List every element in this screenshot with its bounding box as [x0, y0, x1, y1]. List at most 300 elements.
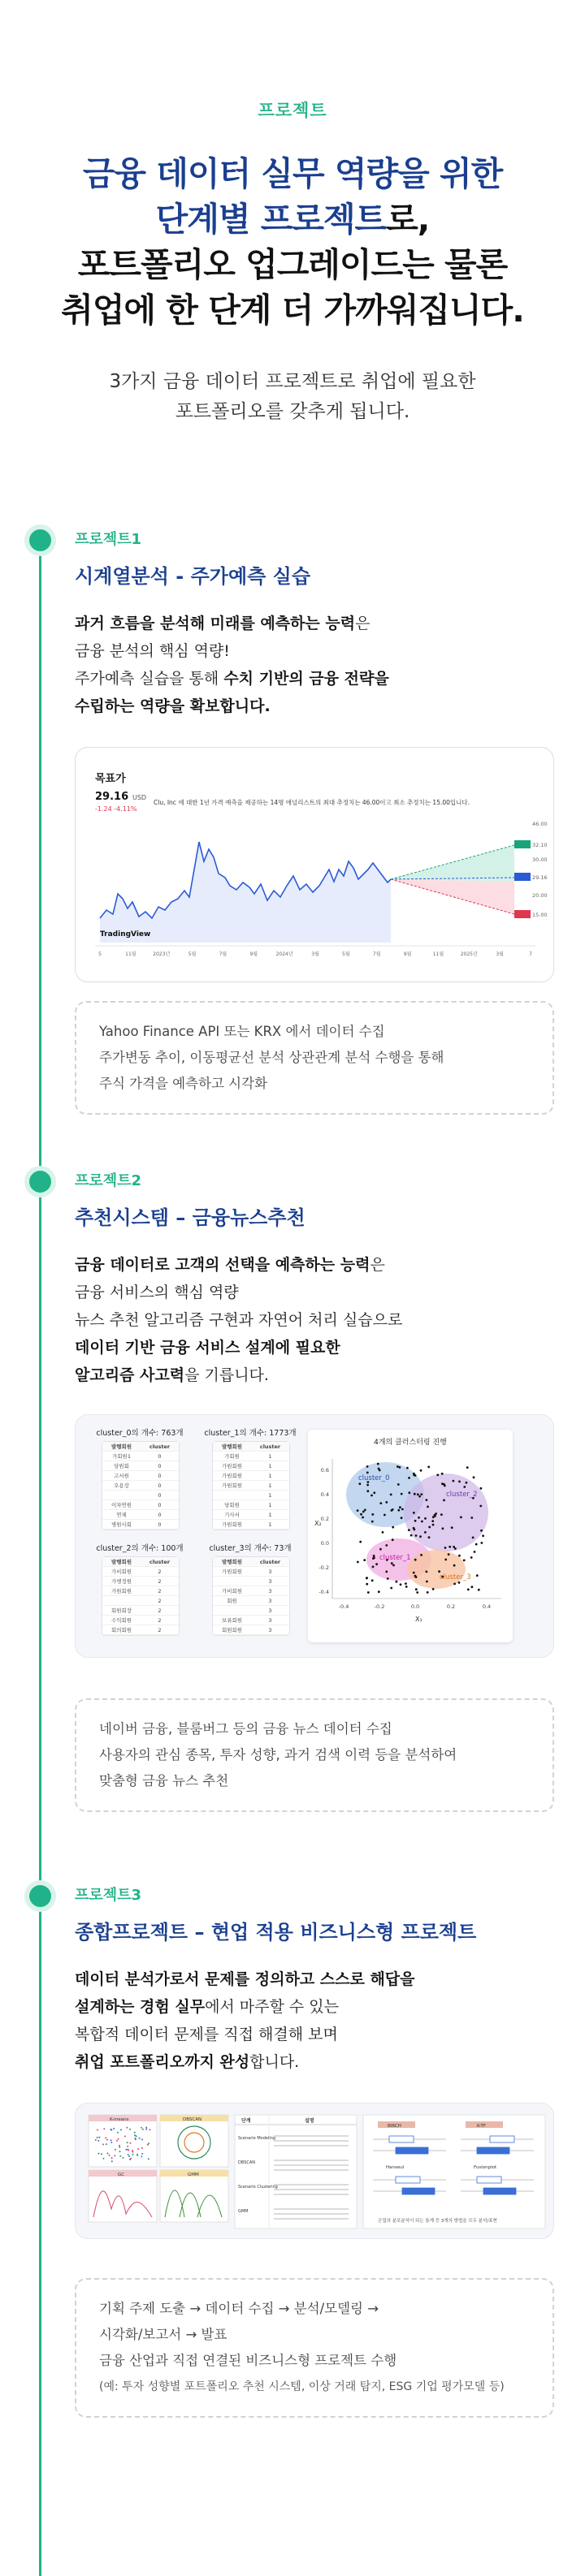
headline-line-2	[0, 196, 585, 242]
forecast-lower-band	[391, 879, 514, 914]
panel-dot	[141, 2155, 142, 2157]
scatter-point	[458, 1555, 461, 1557]
panel-dot	[148, 2158, 150, 2160]
panel-dot	[102, 2143, 104, 2145]
scatter-point	[378, 1590, 380, 1593]
cluster-table-row	[102, 1616, 179, 1625]
section-kicker: 프로젝트	[258, 101, 327, 120]
stock-forecast-chart-card	[75, 747, 554, 982]
panel-dot	[97, 2129, 98, 2131]
scatter-point	[396, 1581, 398, 1583]
project2-description	[75, 1251, 554, 1389]
project1-label: 프로젝트1	[75, 531, 142, 548]
cluster-table-title: cluster_3의 개수: 73개	[209, 1544, 292, 1553]
cluster-table-title: cluster_0의 개수: 763개	[96, 1429, 184, 1438]
cluster-table-cell: cluster	[259, 1559, 281, 1565]
scatter-point	[474, 1551, 476, 1553]
panel-dot	[110, 2142, 112, 2143]
scatter-point	[359, 1541, 362, 1543]
panel-dot	[119, 2147, 120, 2148]
cluster-table-row	[102, 1577, 179, 1586]
panel-dot	[132, 2150, 133, 2151]
subheadline	[0, 367, 585, 427]
scatter-point	[370, 1495, 373, 1497]
cluster-table-cell: 3	[268, 1588, 272, 1594]
chart-price-unit: USD	[132, 794, 147, 801]
panel-dot	[139, 2138, 141, 2139]
panel-dot	[98, 2153, 100, 2155]
project2-desc-2: 금융 서비스의 핵심 역량	[75, 1284, 239, 1301]
scatter-point	[424, 1517, 427, 1520]
boxplot-title-1: BIRCH	[388, 2124, 401, 2129]
cluster-table-row	[213, 1577, 289, 1586]
panel-dot	[130, 2142, 132, 2144]
scatter-point	[471, 1586, 474, 1588]
cluster-table	[212, 1441, 290, 1530]
scatter-y-ticks	[318, 1467, 329, 1595]
panel-dot	[128, 2154, 129, 2155]
cluster-scatter-panel	[308, 1430, 513, 1642]
cluster-0-label: cluster_0	[358, 1474, 390, 1482]
timeline-dot-2	[29, 1171, 51, 1193]
scatter-point	[431, 1520, 434, 1522]
project1-desc-1b: 은	[355, 615, 370, 632]
project3-desc-1: 데이터 분석가로서 문제를 정의하고 스스로 해답을	[75, 1970, 415, 1988]
scatter-point	[470, 1517, 473, 1519]
panel-dot	[115, 2149, 116, 2151]
scatter-point	[392, 1538, 394, 1541]
scatter-point	[453, 1564, 456, 1567]
project3-desc-2b: 에서 마주할 수 있는	[205, 1998, 340, 2016]
panel-dot	[129, 2129, 131, 2130]
boxplot-box	[389, 2136, 414, 2142]
scatter-point	[426, 1499, 428, 1501]
cluster-table-cell: 오용장	[114, 1482, 129, 1489]
cluster-table-row	[102, 1596, 179, 1606]
scatter-point	[392, 1526, 394, 1529]
cluster-1-label: cluster_1	[379, 1554, 411, 1562]
cluster-table-cell: 0	[158, 1492, 162, 1499]
scatter-point	[451, 1526, 453, 1529]
cluster-table-cell: 회의회원	[110, 1627, 132, 1633]
cluster-table-cell: 2	[158, 1598, 162, 1604]
cluster-table-header	[213, 1557, 289, 1567]
cluster-table-cell: cluster	[259, 1443, 281, 1450]
right-axis-labels	[532, 821, 548, 918]
intro-header	[0, 0, 585, 427]
cluster-table-row	[213, 1491, 289, 1500]
cluster-table-cell: 0	[158, 1512, 162, 1518]
cluster-table-cell: 발행회원	[110, 1559, 132, 1565]
scatter-point	[413, 1512, 415, 1514]
cluster-table-cell: 1	[268, 1463, 272, 1469]
scatter-point	[438, 1570, 440, 1573]
method-table	[235, 2115, 357, 2229]
scatter-point	[385, 1571, 388, 1573]
panel-gc-title: GC	[118, 2173, 125, 2177]
headline	[0, 151, 585, 333]
cluster-table-row	[102, 1491, 179, 1500]
scatter-point	[414, 1520, 417, 1522]
x-tick-label: 7월	[372, 951, 381, 957]
cluster-table-cell	[102, 1491, 141, 1499]
cluster-scatter-plot	[308, 1448, 513, 1642]
x-tick-label: 5월	[188, 951, 197, 957]
scatter-y-label: X₂	[314, 1520, 322, 1527]
label-tag-high	[514, 840, 531, 848]
x-tick-label: 5	[98, 951, 102, 957]
cluster-table-cell: 발행회원	[110, 1443, 132, 1450]
panel-dot	[127, 2146, 128, 2147]
panel-gmm-title: GMM	[188, 2173, 199, 2177]
panel-dot	[114, 2155, 115, 2156]
scatter-point	[387, 1577, 389, 1580]
subheadline-line-2: 포트폴리오를 갖추게 됩니다.	[175, 401, 410, 422]
project3-title: 종합프로젝트 – 현업 적용 비즈니스형 프로젝트	[75, 1921, 477, 1944]
cluster-table-cell: 1	[268, 1512, 272, 1518]
cluster-table-cell: 가원회원	[221, 1482, 243, 1489]
scatter-point	[476, 1574, 479, 1577]
cluster-table-cell: 이차연원	[110, 1502, 132, 1508]
cluster-table-title: cluster_1의 개수: 1773개	[204, 1429, 297, 1438]
cluster-table	[212, 1556, 290, 1636]
scatter-y-tick: -0.2	[318, 1564, 329, 1571]
cluster-table-row	[213, 1520, 289, 1530]
scatter-point	[435, 1512, 437, 1515]
panel-dot	[103, 2128, 105, 2129]
timeline-dot-1	[29, 529, 51, 551]
scatter-y-tick: 0.2	[320, 1516, 329, 1522]
right-label-4: 29.16	[532, 874, 548, 881]
panel-dot	[116, 2140, 118, 2142]
scatter-point	[482, 1534, 484, 1537]
cluster-table-row	[102, 1452, 179, 1461]
scatter-point	[377, 1463, 379, 1465]
scatter-point	[416, 1591, 418, 1594]
scatter-x-tick: -0.4	[338, 1603, 349, 1610]
scatter-point	[417, 1493, 419, 1495]
project2-label: 프로젝트2	[75, 1172, 142, 1189]
boxplot-caption: 군집의 분포분석이 되는 통계 등 3개의 방법을 모두 분석/표현	[378, 2219, 497, 2224]
cluster-table-cell: 1	[268, 1473, 272, 1479]
scatter-point	[413, 1474, 415, 1476]
scatter-y-tick: 0.4	[320, 1491, 329, 1498]
scatter-point	[414, 1493, 416, 1495]
scatter-point	[443, 1499, 445, 1502]
scatter-point	[399, 1506, 401, 1508]
scatter-point	[440, 1513, 443, 1516]
panel-dot	[141, 2147, 143, 2149]
right-label-6: 15.00	[532, 912, 548, 918]
scatter-point	[366, 1484, 369, 1486]
panel-dot	[109, 2155, 110, 2156]
headline-line-3: 포트폴리오 업그레이드는 물론	[77, 245, 508, 284]
cluster-table-cell: 고서원	[114, 1473, 129, 1479]
scatter-point	[400, 1583, 402, 1586]
scatter-point	[390, 1587, 392, 1590]
scatter-point	[401, 1493, 403, 1495]
cluster-table-cell: 발행회원	[221, 1559, 243, 1565]
scatter-point	[406, 1467, 409, 1469]
scatter-point	[392, 1564, 395, 1567]
boxplot-box	[483, 2188, 516, 2194]
cluster-table-cell: 당원회	[114, 1463, 129, 1469]
cluster-table-cell: 0	[158, 1453, 162, 1460]
scatter-point	[427, 1591, 429, 1594]
project1-desc-2: 금융 분석의 핵심 역량!	[75, 642, 230, 660]
cluster-table-cell: 1	[268, 1482, 272, 1489]
scatter-point	[414, 1559, 417, 1561]
scatter-point	[420, 1493, 422, 1495]
cluster-table-row	[102, 1586, 179, 1596]
tradingview-logo: TradingView	[100, 930, 151, 938]
project1-note-2: 주가변동 추이, 이동평균선 분석 상관관계 분석 수행을 통해	[99, 1050, 444, 1065]
cluster-table-row	[102, 1500, 179, 1510]
panel-dot	[127, 2142, 128, 2143]
scatter-point	[414, 1575, 417, 1577]
scatter-point	[420, 1469, 422, 1472]
scatter-point	[410, 1534, 413, 1537]
x-tick-label: 5월	[342, 951, 350, 957]
scatter-x-tick: 0.2	[446, 1603, 456, 1610]
scatter-y-tick: 0.0	[320, 1540, 329, 1547]
x-tick-label: 3월	[496, 951, 504, 957]
scatter-point	[366, 1583, 368, 1586]
scatter-point	[444, 1547, 447, 1549]
scatter-point	[366, 1465, 369, 1468]
scatter-point	[466, 1466, 469, 1469]
cluster-table-row	[102, 1481, 179, 1491]
boxplot-box	[490, 2136, 514, 2142]
panel-dot	[134, 2132, 136, 2134]
project3-note	[75, 2278, 554, 2418]
timeline-line	[39, 537, 41, 2576]
scatter-point	[473, 1476, 475, 1478]
cluster-table-cell: 가원회원	[221, 1568, 243, 1575]
scatter-point	[371, 1521, 374, 1523]
scatter-point	[397, 1509, 400, 1512]
panel-dot	[123, 2157, 124, 2159]
scatter-point	[481, 1542, 483, 1544]
business-project-visual	[76, 2104, 554, 2239]
x-tick-label: 2025년	[460, 951, 478, 957]
scatter-point	[427, 1466, 430, 1469]
x-tick-label: 7월	[219, 951, 228, 957]
project1-note-1: Yahoo Finance API 또는 KRX 에서 데이터 수집	[99, 1024, 385, 1039]
right-label-2: 32.10	[532, 842, 548, 848]
panel-dot	[142, 2129, 144, 2130]
scatter-point	[372, 1566, 375, 1568]
project3-desc-4a: 취업 포트폴리오까지 완성	[75, 2053, 250, 2071]
scatter-point	[357, 1561, 359, 1564]
method-row-3: Scenario Clustering	[238, 2185, 278, 2190]
panel-dot	[98, 2140, 99, 2142]
scatter-point	[408, 1491, 410, 1494]
cluster-table-cell: 0	[158, 1463, 162, 1469]
cluster-table-row	[102, 1461, 179, 1471]
scatter-point	[480, 1530, 483, 1532]
project1-desc-3b: 수치 기반의 금융 전략을	[223, 670, 389, 688]
project2-note-1: 네이버 금융, 블룸버그 등의 금융 뉴스 데이터 수집	[99, 1721, 392, 1737]
x-tick-label: 7	[529, 951, 532, 957]
method-row-4: GMM	[238, 2209, 249, 2214]
panel-dot	[110, 2129, 112, 2130]
panel-dot	[129, 2159, 131, 2160]
recommendation-visual-card	[75, 1414, 554, 1658]
cluster-table-cell: 가행정원	[110, 1578, 132, 1585]
scatter-point	[363, 1559, 366, 1561]
scatter-point	[453, 1480, 455, 1482]
cluster-table-row	[213, 1461, 289, 1471]
cluster-table-cell: 가원회원	[221, 1521, 243, 1528]
boxplot-box	[477, 2147, 509, 2154]
cluster-table-header	[102, 1557, 179, 1567]
chart-price: 29.16	[95, 791, 129, 803]
cluster-table-cell	[102, 1596, 141, 1605]
chart-change: -1.24 -4.11%	[95, 805, 137, 813]
cluster-table-cell: 보류회원	[221, 1617, 243, 1624]
x-tick-label: 11월	[432, 951, 444, 957]
scatter-title: 4개의 클러스터링 진행	[374, 1439, 447, 1447]
scatter-point	[460, 1517, 462, 1519]
cluster-table-row	[213, 1606, 289, 1616]
cluster-table-cell: 2	[158, 1578, 162, 1585]
scatter-point	[382, 1531, 384, 1534]
label-tag-mid	[514, 873, 531, 881]
x-tick-label: 9월	[403, 951, 412, 957]
x-tick-label: 2024년	[275, 951, 293, 957]
scatter-point	[362, 1517, 364, 1519]
cluster-table-cell: 당회원	[224, 1502, 240, 1508]
project1-section	[75, 528, 554, 720]
price-area	[100, 842, 391, 943]
panel-dot	[119, 2145, 120, 2147]
scatter-point	[364, 1509, 366, 1512]
panel-dot	[113, 2128, 115, 2129]
panel-dot	[106, 2139, 108, 2141]
x-tick-label: 3월	[311, 951, 319, 957]
scatter-point	[366, 1490, 369, 1492]
cluster-table-row	[102, 1520, 179, 1530]
scatter-x-label: X₁	[415, 1616, 422, 1623]
x-tick-label: 11월	[125, 951, 136, 957]
project2-title: 추천시스템 – 금융뉴스추천	[75, 1206, 306, 1229]
scatter-point	[472, 1537, 474, 1539]
method-table-head-1: 단계	[241, 2118, 251, 2124]
scatter-point	[458, 1581, 461, 1584]
cluster-table-cell: cluster	[149, 1443, 171, 1450]
panel-dot	[148, 2142, 150, 2144]
project3-desc-4b: 합니다.	[249, 2053, 300, 2071]
cluster-table-cell: 가회원	[224, 1453, 240, 1460]
scatter-point	[397, 1483, 400, 1486]
headline-line-1: 금융 데이터 실무 역량을 위한	[82, 154, 503, 193]
scatter-point	[405, 1586, 408, 1588]
panel-dot	[117, 2132, 119, 2134]
cluster-table-cell: 회원회원	[221, 1627, 243, 1633]
cluster-3-label: cluster_3	[440, 1573, 471, 1581]
timeline-dot-3	[29, 1885, 51, 1907]
cluster-table-cell: 회원	[227, 1598, 237, 1604]
scatter-point	[432, 1588, 435, 1590]
headline-line-4: 취업에 한 단계 더 가까워집니다.	[61, 291, 524, 330]
x-axis-ticks	[98, 951, 532, 957]
scatter-point	[448, 1546, 451, 1548]
cluster-table-row	[102, 1625, 179, 1635]
scatter-point	[463, 1560, 466, 1562]
scatter-point	[420, 1554, 422, 1556]
cluster-table-row	[213, 1596, 289, 1606]
scatter-point	[366, 1577, 368, 1580]
panel-dot	[111, 2160, 113, 2162]
boxplot-box	[402, 2188, 435, 2194]
panel-dot	[110, 2139, 112, 2141]
cluster-table-row	[213, 1625, 289, 1635]
project2-desc-4: 데이터 기반 금융 서비스 설계에 필요한	[75, 1339, 340, 1357]
scatter-point	[371, 1513, 374, 1516]
panel-dot	[98, 2137, 100, 2138]
panel-dot	[105, 2137, 106, 2138]
scatter-point	[418, 1517, 420, 1519]
cluster-table-row	[213, 1471, 289, 1481]
cluster-table-cell: 1	[268, 1502, 272, 1508]
scatter-point	[444, 1559, 447, 1561]
scatter-point	[458, 1481, 461, 1483]
cluster-table-cell: 3	[268, 1578, 272, 1585]
cluster-table-cell: 병원사회	[110, 1521, 132, 1528]
boxplot-title-3: Hanseul	[386, 2165, 405, 2170]
panel-dot	[107, 2152, 109, 2154]
scatter-point	[379, 1502, 382, 1504]
scatter-point	[392, 1508, 394, 1511]
scatter-point	[373, 1556, 375, 1559]
cluster-table-cell	[213, 1491, 251, 1499]
cluster-table-row	[102, 1567, 179, 1577]
panel-dbscan-title: DBSCAN	[183, 2117, 202, 2122]
cluster-table-cell: 가비회원	[110, 1568, 132, 1575]
panel-dot	[137, 2148, 139, 2150]
scatter-point	[466, 1482, 468, 1484]
scatter-point	[436, 1474, 439, 1476]
project1-desc-4: 수립하는 역량을 확보합니다.	[75, 697, 271, 715]
scatter-point	[480, 1487, 483, 1490]
scatter-point	[359, 1482, 362, 1485]
scatter-point	[384, 1514, 386, 1517]
cluster-table-title: cluster_2의 개수: 100개	[96, 1544, 184, 1553]
scatter-point	[441, 1473, 444, 1475]
project2-section	[75, 1169, 554, 1389]
project2-note	[75, 1698, 554, 1812]
scatter-point	[385, 1501, 388, 1504]
scatter-point	[432, 1524, 435, 1526]
scatter-point	[391, 1562, 393, 1564]
cluster-table-cell: 0	[158, 1473, 162, 1479]
panel-dot	[134, 2134, 136, 2136]
project1-description	[75, 610, 554, 720]
cluster-table-row	[213, 1481, 289, 1491]
panel-dot	[119, 2155, 121, 2157]
panel-dot	[134, 2138, 136, 2139]
clustering-panels	[89, 2115, 228, 2222]
scatter-point	[415, 1534, 418, 1537]
panel-dot	[128, 2150, 129, 2151]
chart-title: 목표가	[95, 773, 126, 785]
panel-dot	[118, 2138, 119, 2140]
cluster-table-cell: 3	[268, 1598, 272, 1604]
cluster-table	[102, 1441, 180, 1530]
panel-dot	[141, 2127, 142, 2129]
panel-dot	[132, 2154, 133, 2155]
